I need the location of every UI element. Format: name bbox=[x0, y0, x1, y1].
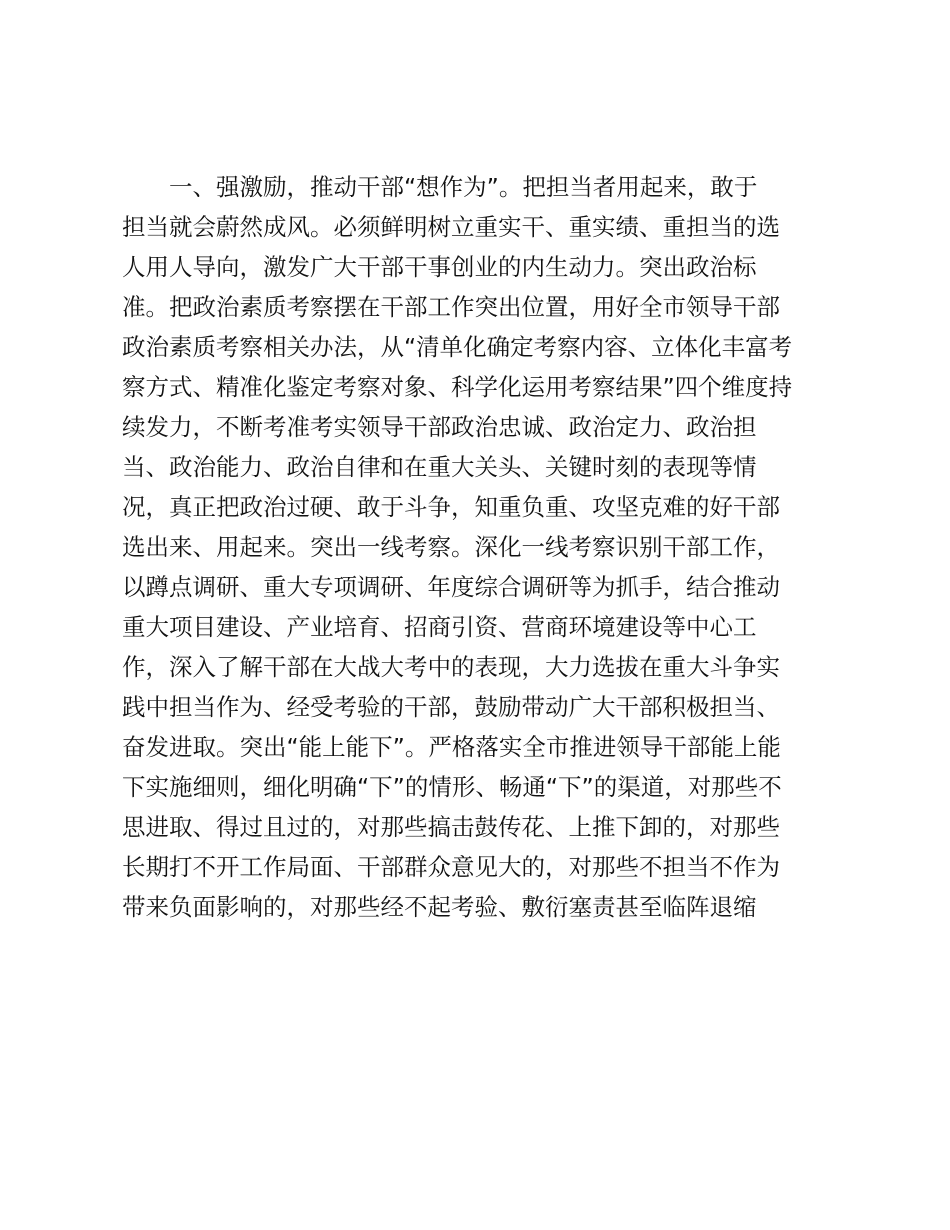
text-line: 以蹲点调研、重大专项调研、年度综合调研等为抓手，结合推动 bbox=[122, 573, 780, 601]
text-line: 长期打不开工作局面、干部群众意见大的，对那些不担当不作为 bbox=[122, 853, 780, 881]
text-line: 担当就会蔚然成风。必须鲜明树立重实干、重实绩、重担当的选 bbox=[122, 213, 780, 241]
text-line: 准。把政治素质考察摆在干部工作突出位置，用好全市领导干部 bbox=[122, 293, 780, 321]
text-line: 续发力，不断考准考实领导干部政治忠诚、政治定力、政治担 bbox=[122, 413, 757, 441]
text-line: 践中担当作为、经受考验的干部，鼓励带动广大干部积极担当、 bbox=[122, 693, 780, 721]
text-line: 下实施细则，细化明确“下”的情形、畅通“下”的渠道，对那些不 bbox=[122, 773, 782, 801]
text-line: 察方式、精准化鉴定考察对象、科学化运用考察结果”四个维度持 bbox=[122, 373, 793, 401]
text-line: 一、强激励，推动干部“想作为”。把担当者用起来，敢于 bbox=[122, 173, 758, 201]
text-line: 奋发进取。突出“能上能下”。严格落实全市推进领导干部能上能 bbox=[122, 733, 781, 761]
body-paragraph bbox=[122, 167, 842, 927]
text-line: 选出来、用起来。突出一线考察。深化一线考察识别干部工作， bbox=[122, 533, 780, 561]
text-line: 政治素质考察相关办法，从“清单化确定考察内容、立体化丰富考 bbox=[122, 333, 793, 361]
text-line: 况，真正把政治过硬、敢于斗争，知重负重、攻坚克难的好干部 bbox=[122, 493, 780, 521]
text-line: 作，深入了解干部在大战大考中的表现，大力选拔在重大斗争实 bbox=[122, 653, 780, 681]
text-line: 人用人导向，激发广大干部干事创业的内生动力。突出政治标 bbox=[122, 253, 757, 281]
text-line: 当、政治能力、政治自律和在重大关头、关键时刻的表现等情 bbox=[122, 453, 757, 481]
text-line: 带来负面影响的，对那些经不起考验、敷衍塞责甚至临阵退缩 bbox=[122, 893, 757, 921]
text-line: 重大项目建设、产业培育、招商引资、营商环境建设等中心工 bbox=[122, 613, 757, 641]
text-line: 思进取、得过且过的，对那些搞击鼓传花、上推下卸的，对那些 bbox=[122, 813, 780, 841]
